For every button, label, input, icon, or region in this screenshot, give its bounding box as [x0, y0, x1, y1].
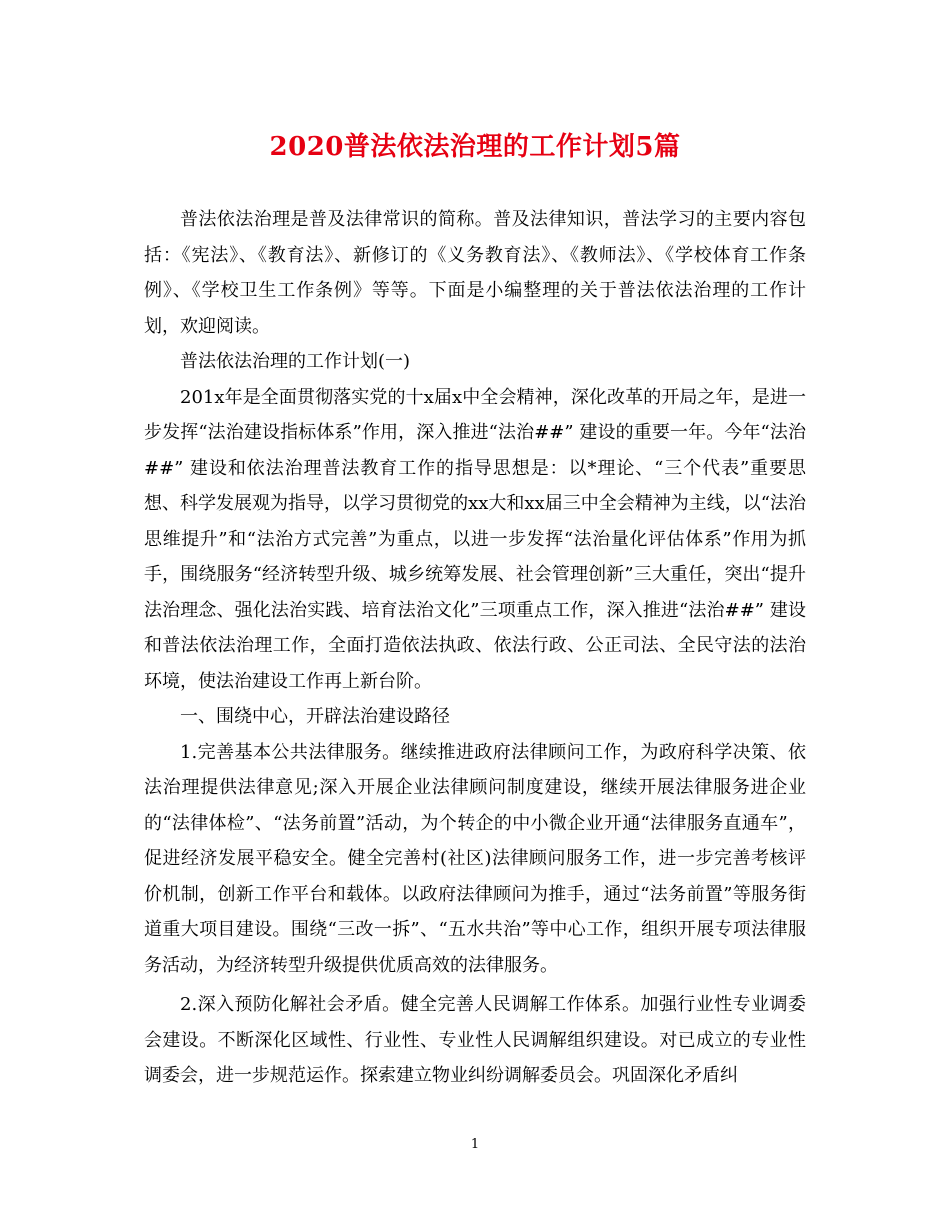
page-number: 1	[470, 1137, 480, 1152]
section-heading-one: 一、围绕中心，开辟法治建设路径	[180, 706, 450, 727]
document-body	[144, 202, 806, 1094]
item-2-paragraph: 2.深入预防化解社会矛盾。健全完善人民调解工作体系。加强行业性专业调委会建设。不断深化区域性、行业性、专业性人民调解组织建设。对已成立的专业性调委会，进一步规范运作。探索建立物业纠纷调解委员会。巩固深化矛盾纠	[144, 994, 806, 1086]
intro-paragraph: 普法依法治理是普及法律常识的简称。普及法律知识，普法学习的主要内容包括：《宪法》、《教育法》、新修订的《义务教育法》、《教师法》、《学校体育工作条例》、《学校卫生工作条例》等等。下面是小编整理的关于普法依法治理的工作计划，欢迎阅读。	[144, 209, 806, 337]
section-heading-plan-one: 普法依法治理的工作计划(一)	[180, 351, 411, 372]
item-1-paragraph: 1.完善基本公共法律服务。继续推进政府法律顾问工作，为政府科学决策、依法治理提供法律意见;深入开展企业法律顾问制度建设，继续开展法律服务进企业的“法律体检”、“法务前置”活动，为个转企的中小微企业开通“法律服务直通车”，促进经济发展平稳安全。健全完善村(社区)法律顾问服务工作，进一步完善考核评价机制，创新工作平台和载体。以政府法律顾问为推手，通过“法务前置”等服务街道重大项目建设。围绕“三改一拆”、“五水共治”等中心工作，组织开展专项法律服务活动，为经济转型升级提供优质高效的法律服务。	[144, 741, 806, 976]
guiding-principle-paragraph: 201x年是全面贯彻落实党的十x届x中全会精神，深化改革的开局之年，是进一步发挥“法治建设指标体系”作用，深入推进“法治##” 建设的重要一年。今年“法治##” 建设和依法治理普法教育工作的指导思想是：以*理论、“三个代表”重要思想、科学发展观为指导，以学习贯彻党的xx大和xx届三中全会精神为主线，以“法治思维提升”和“法治方式完善”为重点，以进一步发挥“法治量化评估体系”作用为抓手，围绕服务“经济转型升级、城乡统筹发展、社会管理创新”三大重任，突出“提升法治理念、强化法治实践、培育法治文化”三项重点工作，深入推进“法治##” 建设和普法依法治理工作，全面打造依法执政、依法行政、公正司法、全民守法的法治环境，使法治建设工作再上新台阶。	[144, 386, 806, 692]
document-title: 2020普法依法治理的工作计划5篇	[269, 132, 681, 162]
